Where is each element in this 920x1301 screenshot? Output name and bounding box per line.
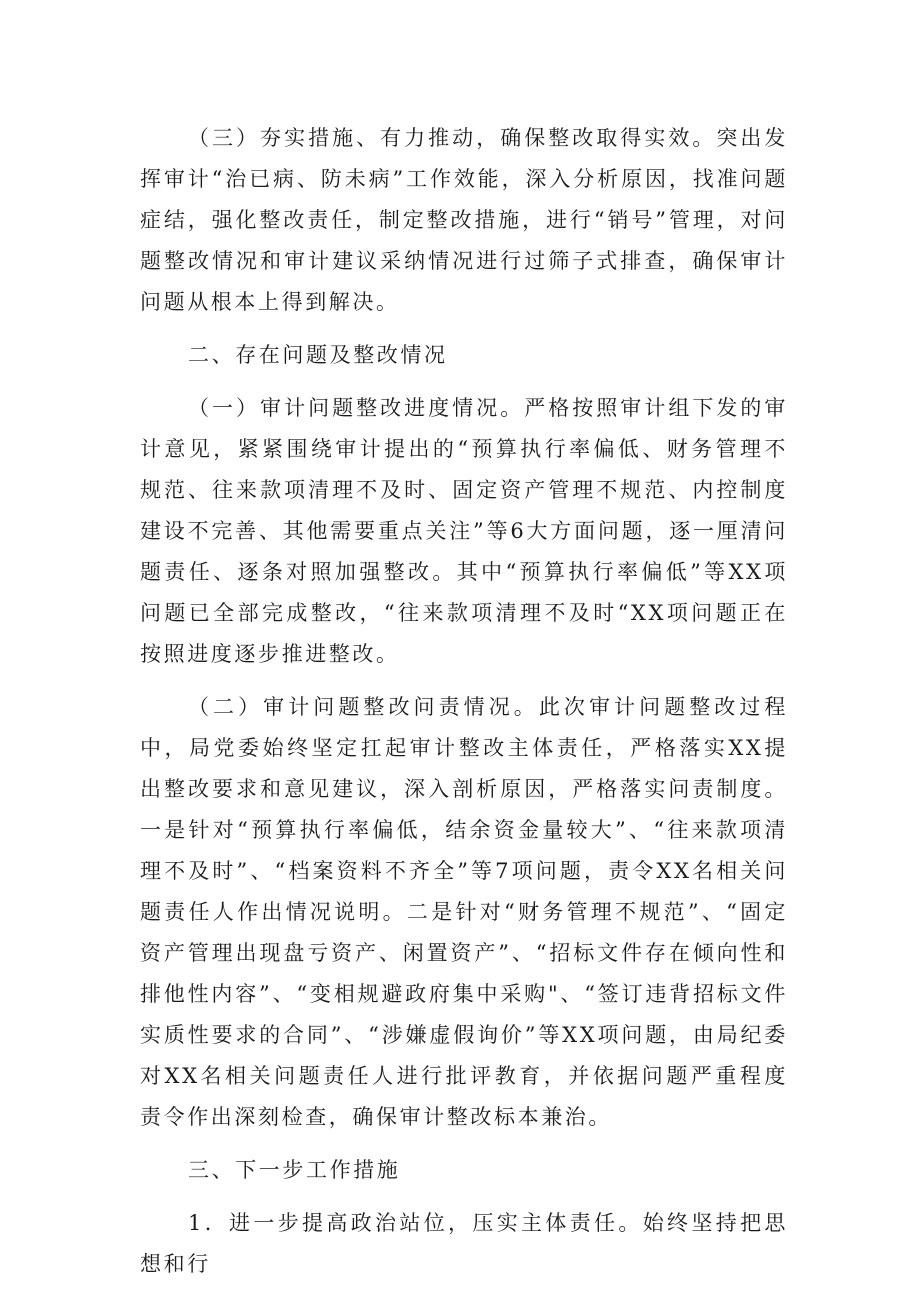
- paragraph-measures: （三）夯实措施、有力推动，确保整改取得实效。突出发挥审计“治已病、防未病”工作效能，深入分析原因，找准问题症结，强化整改责任，制定整改措施，进行“销号”管理，对问题整改情况和审计建议采纳情况进行过筛子式排查，确保审计问题从根本上得到解决。: [140, 126, 788, 314]
- document-body: [140, 118, 788, 1285]
- paragraph-accountability: （二）审计问题整改问责情况。此次审计问题整改过程中，局党委始终坚定扛起审计整改主体责任，严格落实XX提出整改要求和意见建议，深入剖析原因，严格落实问责制度。一是针对“预算执行率偏低，结余资金量较大”、“往来款项清理不及时”、“档案资料不齐全”等7项问题，责令XX名相关问题责任人作出情况说明。二是针对“财务管理不规范”、“固定资产管理出现盘亏资产、闲置资产”、“招标文件存在倾向性和排他性内容”、“变相规避政府集中采购"、“签订违背招标文件实质性要求的合同”、“涉嫌虚假询价”等XX项问题，由局纪委对XX名相关问题责任人进行批评教育，并依据问题严重程度责令作出深刻检查，确保审计整改标本兼治。: [140, 695, 788, 1129]
- section-heading-issues: 二、存在问题及整改情况: [188, 343, 448, 367]
- paragraph-rectification-progress: （一）审计问题整改进度情况。严格按照审计组下发的审计意见，紧紧围绕审计提出的“预算执行率偏低、财务管理不规范、往来款项清理不及时、固定资产管理不规范、内控制度建设不完善、其他需要重点关注”等6大方面问题，逐一厘清问题责任、逐条对照加强整改。其中“预算执行率偏低”等XX项问题已全部完成整改，“往来款项清理不及时“XX项问题正在按照进度逐步推进整改。: [140, 396, 788, 666]
- section-heading-next-steps: 三、下一步工作措施: [188, 1158, 401, 1182]
- paragraph-next-step-1: 1．进一步提高政治站位，压实主体责任。始终坚持把思想和行: [140, 1211, 788, 1276]
